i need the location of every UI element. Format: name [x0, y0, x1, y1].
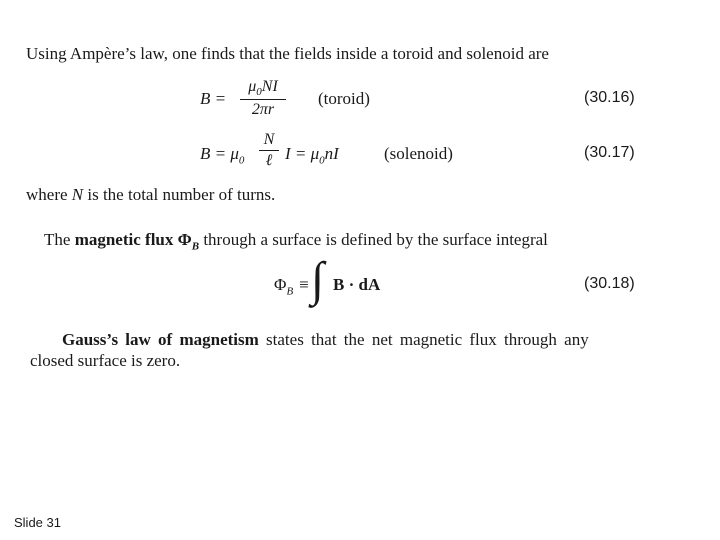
eq3-equiv: ≡ — [299, 275, 309, 294]
eq2-numerator: N — [263, 131, 275, 148]
gauss-line1: Gauss’s law of magnetism states that the net magnetic flux through any — [62, 330, 589, 349]
eq1-lhs: B = — [200, 89, 227, 108]
eq2-denominator: ℓ — [265, 152, 273, 169]
eq2-fraction — [259, 131, 279, 170]
eq2-mid: $I = \mu_0nI$ — [285, 144, 339, 167]
eq2-tag: (solenoid) — [384, 144, 453, 163]
intro-text: Using Ampère’s law, one finds that the fields inside a toroid and solenoid are — [26, 44, 549, 63]
eq1-tag: (toroid) — [318, 89, 370, 108]
eq3-lhs: $\Phi_B$ — [274, 275, 294, 298]
where-text: where N is the total number of turns. — [26, 185, 276, 204]
eq3-number: (30.18) — [584, 275, 635, 292]
flux-definition-text: The magnetic flux $\Phi_B$ through a surface is defined by the surface integral — [44, 230, 548, 253]
eq1-denominator: 2πr — [251, 101, 275, 119]
eq2-fraction-bar — [259, 150, 279, 151]
eq2-lhs: $B = \mu_0$ — [200, 144, 245, 167]
eq3-integrand: B · dA — [333, 275, 381, 294]
slide-number: Slide 31 — [14, 515, 61, 530]
integral-sign: ∫ — [311, 253, 325, 306]
eq1-number: (30.16) — [584, 89, 635, 106]
eq1-fraction-bar — [240, 99, 286, 100]
gauss-line2: closed surface is zero. — [30, 351, 181, 370]
eq1-fraction — [240, 78, 286, 119]
eq2-number: (30.17) — [584, 144, 635, 161]
eq1-numerator: $\mu_0NI$ — [248, 78, 278, 99]
